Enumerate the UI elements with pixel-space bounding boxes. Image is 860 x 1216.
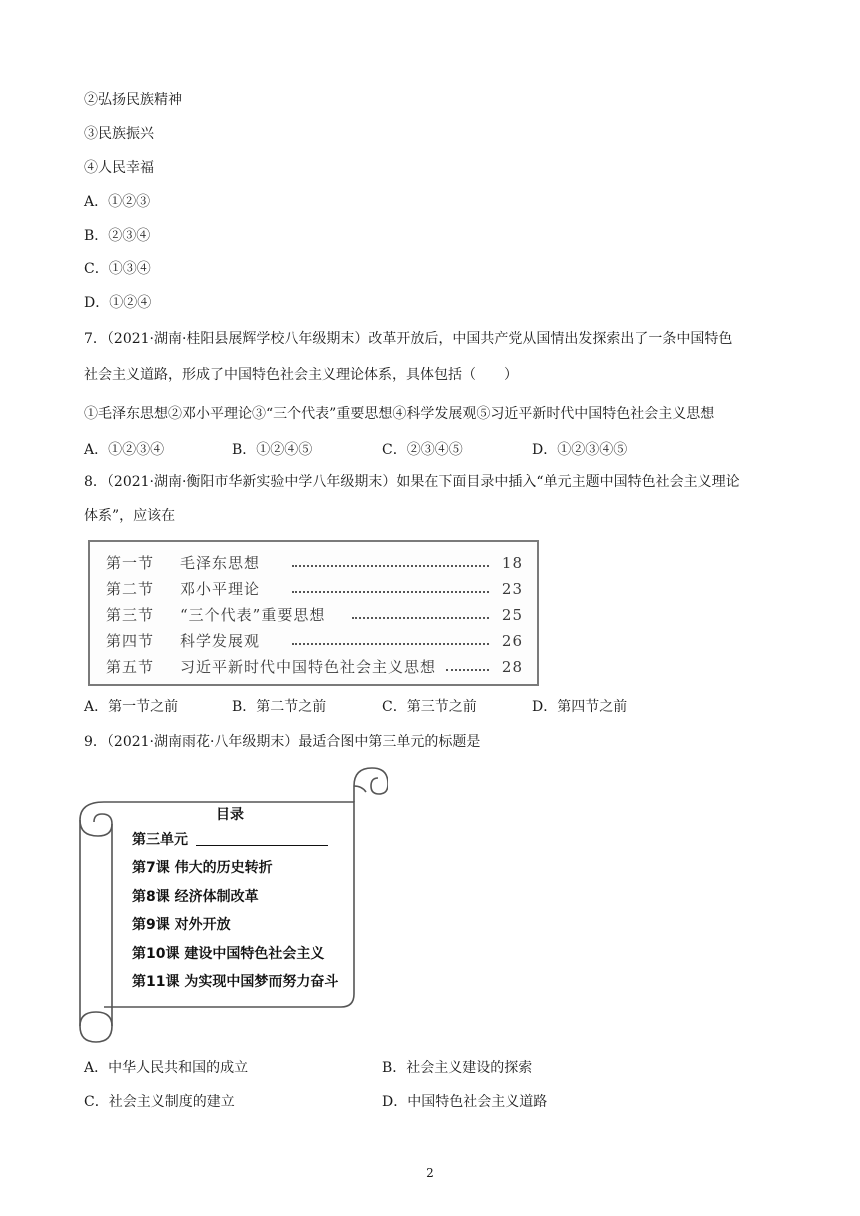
option-letter: A． <box>84 194 109 210</box>
toc-page: 25 <box>501 606 523 624</box>
toc-row <box>106 604 523 626</box>
answer-blank-line <box>196 845 328 846</box>
scroll-unit-label: 第三单元 <box>132 832 188 848</box>
table-of-contents-figure <box>88 540 539 686</box>
q9-stem: 9．（2021·湖南雨花·八年级期末）最适合图中第三单元的标题是 <box>84 734 481 750</box>
toc-page: 18 <box>501 554 523 572</box>
toc-title: 习近平新时代中国特色社会主义思想 <box>180 658 437 676</box>
q6-item-2: ②弘扬民族精神 <box>84 92 182 108</box>
toc-title: 科学发展观 <box>180 632 261 650</box>
scroll-lesson: 第7课 伟大的历史转折 <box>132 860 273 876</box>
q6-option-b[interactable] <box>84 226 150 246</box>
toc-leader-dots <box>292 565 489 567</box>
q7-option-d[interactable]: D．①②③④⑤ <box>532 442 628 458</box>
option-text: ②③④ <box>108 228 151 244</box>
toc-row <box>106 630 523 652</box>
q7-items: ①毛泽东思想②邓小平理论③“三个代表”重要思想④科学发展观⑤习近平新时代中国特色社会主义思想 <box>84 406 715 422</box>
scroll-heading: 目录 <box>216 807 244 823</box>
toc-section: 第五节 <box>106 658 155 676</box>
scroll-lesson: 第8课 经济体制改革 <box>132 889 259 905</box>
q9-option-b[interactable]: B．社会主义建设的探索 <box>382 1060 533 1076</box>
q7-stem-line1: 7．（2021·湖南·桂阳县展辉学校八年级期末）改革开放后，中国共产党从国情出发探索出了一条中国特色 <box>84 331 733 347</box>
toc-leader-dots <box>352 617 489 619</box>
q6-item-3: ③民族振兴 <box>84 126 154 142</box>
toc-page: 28 <box>501 658 523 676</box>
scroll-lesson: 第10课 建设中国特色社会主义 <box>132 946 325 962</box>
scroll-lesson: 第11课 为实现中国梦而努力奋斗 <box>132 974 339 990</box>
option-letter: D． <box>84 295 110 311</box>
q6-option-a[interactable] <box>84 192 150 212</box>
toc-page: 26 <box>501 632 523 650</box>
q8-option-c[interactable]: C．第三节之前 <box>382 699 477 715</box>
q8-option-a[interactable]: A．第一节之前 <box>84 699 179 715</box>
q7-option-c[interactable]: C．②③④⑤ <box>382 442 463 458</box>
q8-option-d[interactable]: D．第四节之前 <box>532 699 628 715</box>
toc-section: 第二节 <box>106 580 155 598</box>
option-letter: B． <box>84 228 109 244</box>
toc-row <box>106 656 523 678</box>
toc-title: 邓小平理论 <box>180 580 261 598</box>
q6-option-d[interactable] <box>84 293 151 313</box>
toc-section: 第一节 <box>106 554 155 572</box>
q8-option-b[interactable]: B．第二节之前 <box>232 699 327 715</box>
q8-stem-line2: 体系”，应该在 <box>84 508 176 524</box>
q6-option-c[interactable] <box>84 259 151 279</box>
q9-option-a[interactable]: A．中华人民共和国的成立 <box>84 1060 249 1076</box>
q7-option-b[interactable]: B．①②④⑤ <box>232 442 313 458</box>
page-number: 2 <box>426 1166 434 1180</box>
q6-item-4: ④人民幸福 <box>84 160 154 176</box>
q9-option-c[interactable]: C．社会主义制度的建立 <box>84 1094 235 1110</box>
option-text: ①③④ <box>108 261 151 277</box>
scroll-lesson: 第9课 对外开放 <box>132 917 231 933</box>
toc-page: 23 <box>501 580 523 598</box>
toc-row <box>106 578 523 600</box>
option-text: ①②④ <box>109 295 152 311</box>
option-letter: C． <box>84 261 109 277</box>
q7-stem-line2: 社会主义道路，形成了中国特色社会主义理论体系，具体包括（ ） <box>84 367 518 383</box>
toc-row <box>106 552 523 574</box>
toc-section: 第三节 <box>106 606 155 624</box>
q7-option-a[interactable]: A．①②③④ <box>84 442 165 458</box>
toc-leader-dots <box>292 643 489 645</box>
toc-leader-dots <box>446 669 489 671</box>
option-text: ①②③ <box>108 194 151 210</box>
q8-stem-line1: 8．（2021·湖南·衡阳市华新实验中学八年级期末）如果在下面目录中插入“单元主题中国特色社会主义理论 <box>84 474 740 490</box>
toc-title: “三个代表”重要思想 <box>180 606 326 624</box>
toc-leader-dots <box>292 591 489 593</box>
toc-title: 毛泽东思想 <box>180 554 261 572</box>
toc-section: 第四节 <box>106 632 155 650</box>
q9-option-d[interactable]: D．中国特色社会主义道路 <box>382 1094 548 1110</box>
